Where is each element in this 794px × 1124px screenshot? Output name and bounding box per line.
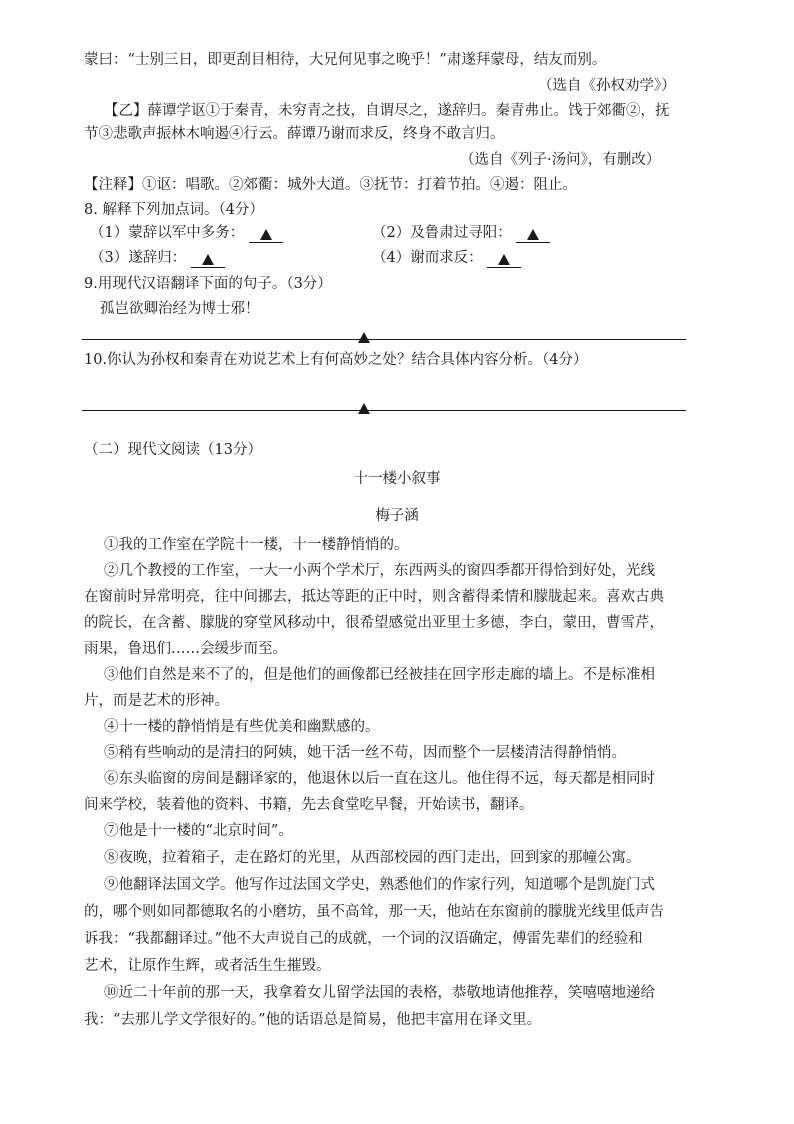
answer-blank[interactable] [191,253,225,268]
paragraph-line: ⑤稍有些响动的是清扫的阿姨，她干活一丝不苟，因而整个一层楼清洁得静悄悄。 [104,745,626,761]
answer-blank[interactable] [487,253,521,268]
paragraph-line: ④十一楼的静悄悄是有些优美和幽默感的。 [104,719,380,735]
paragraph-line: 的院长，在含蓄、朦胧的穿堂风移动中，很希望感觉出亚里士多德，李白，蒙田，曹雪芹， [84,615,664,631]
answer-line[interactable] [82,339,686,340]
question-9-sentence: 孤岂欲卿治经为博士邪！ [100,301,260,317]
paragraph-line: ⑦他是十一楼的“北京时间”。 [104,823,293,839]
paragraph-line: 间来学校，装着他的资料、书籍，先去食堂吃早餐，开始读书，翻译。 [84,797,534,813]
answer-blank[interactable] [516,228,550,243]
passage-b-line: 节③悲歌声振林木响遏④行云。薛谭乃谢而求反，终身不敢言归。 [84,126,505,142]
passage-b-source: （选自《列子·汤问》，有删改） [460,152,661,168]
paragraph-line: 艺术，让原作生辉，或者活生生摧毁。 [84,958,331,974]
paragraph-line: ⑥东头临窗的房间是翻译家的，他退休以后一直在这儿。他住得不远，每天都是相同时 [104,771,655,787]
triangle-marker-icon [260,229,272,240]
question-8-item-2-label: （2）及鲁肃过寻阳： [372,225,512,241]
passage-b-line: 【乙】薛谭学讴①于秦青，未穷青之技，自谓尽之，遂辞归。秦青弗止。饯于郊衢②，抚 [104,103,670,119]
paragraph-line: ⑩近二十年前的那一天，我拿着女儿留学法国的表格，恭敬地请他推荐，笑嘻嘻地递给 [104,985,655,1001]
passage-a-source: （选自《孙权劝学》） [538,78,676,94]
article-author: 梅子涵 [375,508,419,524]
question-8-item-1-label: （1）蒙辞以军中多务： [90,225,245,241]
paragraph-line: 雨果，鲁迅们……会缓步而至。 [84,641,287,657]
question-8-stem: 8. 解释下列加点词。（4分） [84,202,264,218]
question-9-stem: 9.用现代汉语翻译下面的句子。（3分） [84,276,332,292]
paragraph-line: ③他们自然是来不了的，但是他们的画像都已经被挂在回字形走廊的墙上。不是标准相 [104,667,655,683]
paragraph-line: 片，而是艺术的形神。 [84,693,229,709]
triangle-marker-icon [498,254,510,265]
triangle-marker-icon [202,254,214,265]
question-8-item-4-label: （4）谢而求反： [372,250,483,266]
annotation-notes: 【注释】①讴：唱歌。②郊衢：城外大道。③抚节：打着节拍。④遏：阻止。 [84,177,577,193]
paragraph-line: ⑧夜晚，拉着箱子，走在路灯的光里，从西部校园的西门走出，回到家的那幢公寓。 [104,850,641,866]
paragraph-line: 我：“去那儿学文学很好的。”他的话语总是简易，他把丰富用在译文里。 [84,1012,542,1028]
paragraph-line: 在窗前时异常明亮，往中间挪去，抵达等距的正中时，则含蓄得柔情和朦胧起来。喜欢古典 [84,589,664,605]
section-heading: （二）现代文阅读（13分） [84,442,262,458]
triangle-marker-icon [358,332,370,343]
triangle-marker-icon [358,403,370,414]
article-title: 十一楼小叙事 [353,471,441,487]
question-8-item-4 [372,248,521,268]
passage-a-line: 蒙曰：“士别三日，即更刮目相待，大兄何见事之晚乎！”肃遂拜蒙母，结友而别。 [84,52,607,68]
question-10-stem: 10.你认为孙权和秦青在劝说艺术上有何高妙之处？结合具体内容分析。（4分） [84,352,588,368]
answer-line-marker [358,327,370,346]
answer-blank[interactable] [249,228,283,243]
answer-line-marker [358,398,370,417]
triangle-marker-icon [527,229,539,240]
question-8-item-3 [90,248,225,268]
paragraph-line: 诉我：“我都翻译过。”他不大声说自己的成就，一个词的汉语确定，傅雷先辈们的经验和 [84,931,643,947]
question-8-item-2 [372,223,550,243]
question-8-item-3-label: （3）遂辞归： [90,250,187,266]
paragraph-line: ⑨他翻译法国文学。他写作过法国文学史，熟悉他们的作家行列，知道哪个是凯旋门式 [104,877,655,893]
answer-line[interactable] [82,410,686,411]
paragraph-line: 的，哪个则如同都德取名的小磨坊，虽不高耸，那一天，他站在东窗前的朦胧光线里低声告 [84,904,664,920]
paragraph-line: ②几个教授的工作室，一大一小两个学术厅，东西两头的窗四季都开得恰到好处，光线 [104,563,655,579]
question-8-item-1 [90,223,283,243]
paragraph-line: ①我的工作室在学院十一楼，十一楼静悄悄的。 [104,537,409,553]
